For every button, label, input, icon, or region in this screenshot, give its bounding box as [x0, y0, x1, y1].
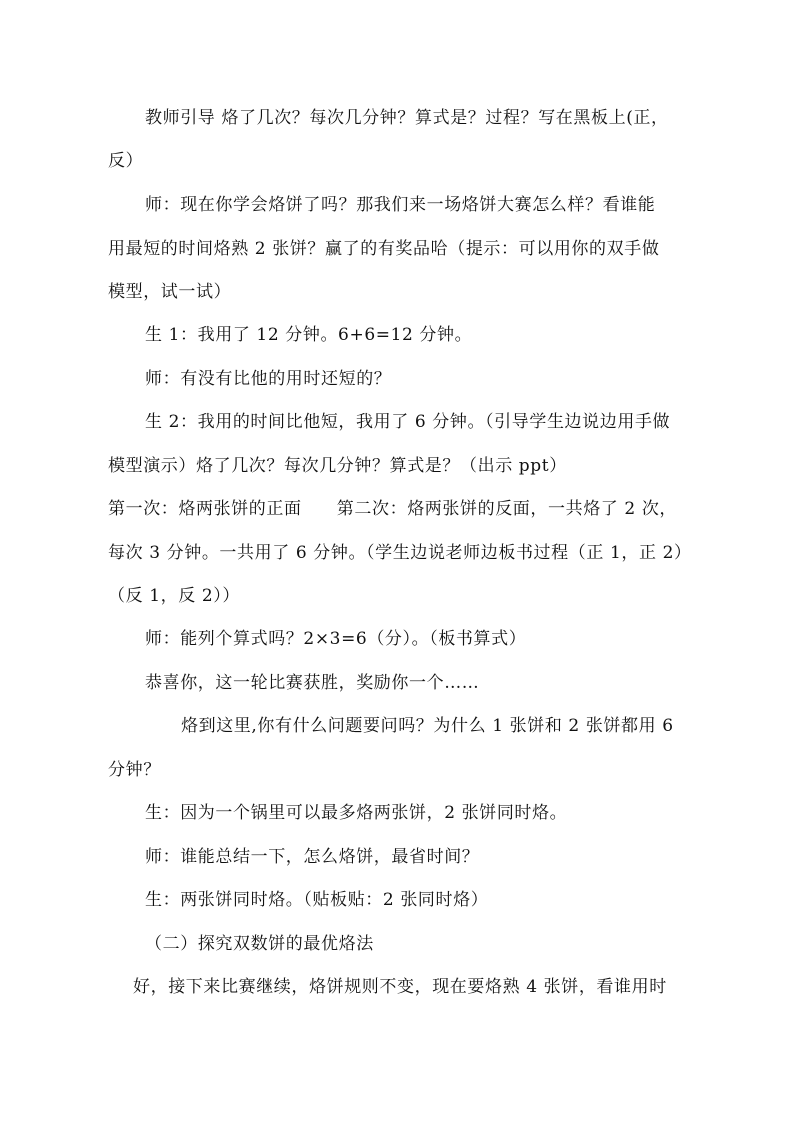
text-line-19: 生：两张饼同时烙。（贴板贴：2 张同时烙） — [145, 890, 489, 910]
text-line-13: 师：能列个算式吗？2×3=6（分）。（板书算式） — [145, 629, 527, 649]
section-heading: （二）探究双数饼的最优烙法 — [145, 934, 374, 954]
text-line-18: 师：谁能总结一下，怎么烙饼，最省时间？ — [145, 847, 480, 867]
text-line-7: 师：有没有比他的用时还短的？ — [145, 369, 392, 389]
text-line-21: 好，接下来比赛继续，烙饼规则不变，现在要烙熟 4 张饼，看谁用时 — [133, 977, 667, 997]
text-line-2: 反） — [108, 151, 144, 171]
text-line-9: 模型演示）烙了几次？每次几分钟？算式是？（出示 ppt） — [108, 456, 567, 476]
text-line-10: 第一次：烙两张饼的正面 第二次：烙两张饼的反面，一共烙了 2 次， — [108, 499, 678, 519]
text-line-3: 师：现在你学会烙饼了吗？那我们来一场烙饼大赛怎么样？看谁能 — [145, 195, 656, 215]
text-line-14: 恭喜你，这一轮比赛获胜，奖励你一个…… — [145, 673, 480, 693]
text-line-8: 生 2：我用的时间比他短，我用了 6 分钟。（引导学生边说边用手做 — [145, 412, 671, 432]
text-line-12: （反 1，反 2）） — [108, 586, 240, 606]
text-line-6: 生 1：我用了 12 分钟。6+6=12 分钟。 — [145, 325, 473, 345]
text-line-5: 模型，试一试） — [108, 282, 232, 302]
text-line-17: 生：因为一个锅里可以最多烙两张饼，2 张饼同时烙。 — [145, 803, 568, 823]
text-line-15: 烙到这里,你有什么问题要问吗？为什么 1 张饼和 2 张饼都用 6 — [181, 716, 674, 736]
text-line-16: 分钟？ — [108, 760, 161, 780]
text-line-11: 每次 3 分钟。一共用了 6 分钟。（学生边说老师边板书过程（正 1，正 2） — [108, 543, 692, 563]
text-line-1: 教师引导 烙了几次？每次几分钟？算式是？过程？写在黑板上(正， — [145, 108, 669, 128]
text-line-4: 用最短的时间烙熟 2 张饼？赢了的有奖品哈（提示：可以用你的双手做 — [108, 239, 660, 259]
